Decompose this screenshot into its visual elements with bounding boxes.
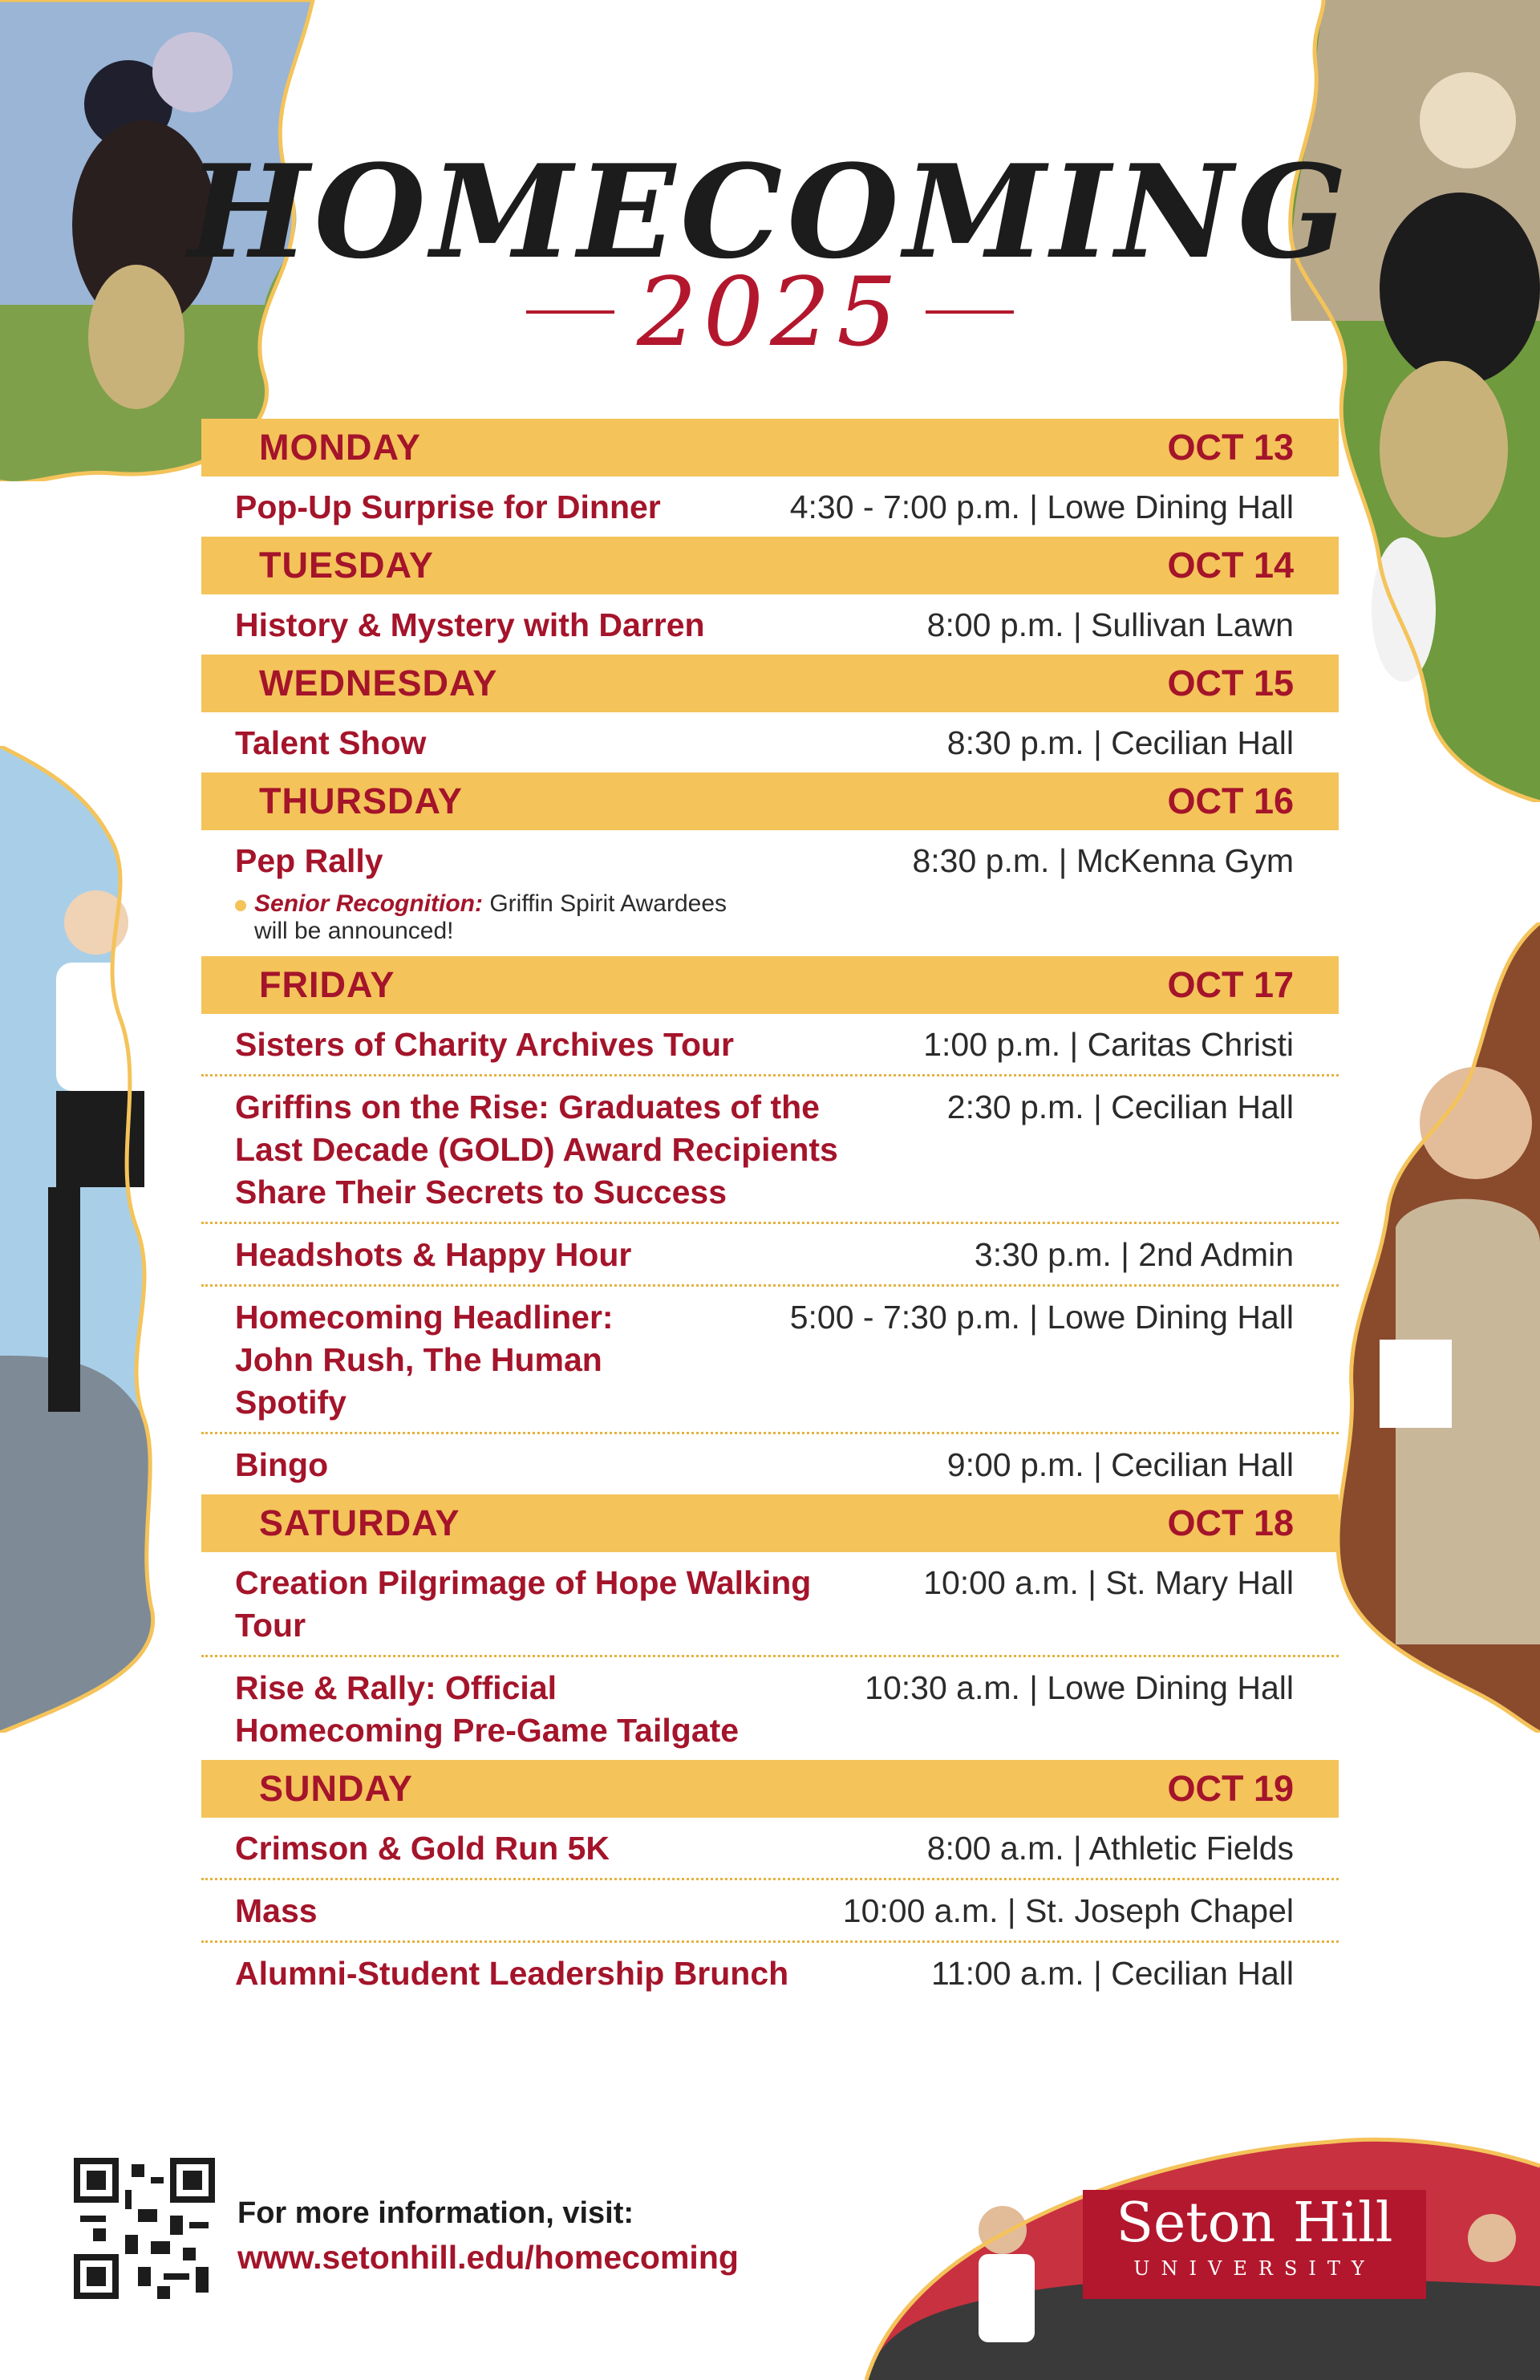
day-name: MONDAY [259, 427, 421, 468]
day-monday [201, 419, 1339, 537]
event-time-location: 5:00 - 7:30 p.m. | Lowe Dining Hall [789, 1299, 1294, 1336]
day-header [201, 419, 1339, 476]
event-time-location: 8:30 p.m. | McKenna Gym [912, 842, 1294, 879]
event-time-location: 4:30 - 7:00 p.m. | Lowe Dining Hall [789, 489, 1294, 525]
note-text: Griffin Spirit Awardees [489, 890, 727, 917]
event-time-location: 11:00 a.m. | Cecilian Hall [931, 1955, 1294, 1992]
event-time-location: 9:00 p.m. | Cecilian Hall [946, 1446, 1294, 1483]
event-time-location: 8:00 a.m. | Athletic Fields [926, 1830, 1294, 1867]
event-row [201, 1287, 1339, 1434]
day-name: THURSDAY [259, 780, 463, 821]
event-note [201, 890, 1339, 956]
note-label: Senior Recognition: [254, 890, 483, 917]
logo-subtitle: UNIVERSITY [1133, 2257, 1376, 2280]
event-row [201, 830, 1339, 890]
event-row [201, 1657, 1339, 1760]
event-name: Headshots & Happy Hour [235, 1236, 632, 1273]
footer-info [237, 2196, 739, 2277]
event-row [201, 1434, 1339, 1494]
day-name: SATURDAY [259, 1502, 460, 1543]
day-name: SUNDAY [259, 1768, 413, 1809]
event-name: Homecoming Headliner: John Rush, The Human Spotify [235, 1299, 614, 1421]
schedule [201, 419, 1339, 2003]
year-rule-right [926, 310, 1014, 314]
qr-code-icon[interactable] [74, 2158, 215, 2299]
event-time-location: 8:00 p.m. | Sullivan Lawn [926, 606, 1294, 643]
event-row [201, 1014, 1339, 1076]
footer-url-link[interactable]: www.setonhill.edu/homecoming [237, 2239, 739, 2276]
event-name: Rise & Rally: Official Homecoming Pre-Game Tailgate [235, 1669, 740, 1749]
footer-label: For more information, visit: [237, 2196, 634, 2230]
event-name: Pop-Up Surprise for Dinner [235, 489, 661, 525]
event-name: Sisters of Charity Archives Tour [235, 1026, 735, 1063]
day-header [201, 1494, 1339, 1552]
day-thursday [201, 772, 1339, 956]
event-row [201, 476, 1339, 537]
event-name: Griffins on the Rise: Graduates of the Last Decade (GOLD) Award Recipients Share Their Secrets to Success [235, 1089, 838, 1210]
event-time-location: 3:30 p.m. | 2nd Admin [974, 1236, 1294, 1273]
day-friday [201, 956, 1339, 1494]
event-name: Creation Pilgrimage of Hope Walking Tour [235, 1564, 812, 1644]
day-date: OCT 15 [1167, 663, 1294, 703]
event-name: Crimson & Gold Run 5K [235, 1830, 610, 1867]
event-name: Alumni-Student Leadership Brunch [235, 1955, 789, 1992]
bullet-icon [235, 900, 246, 911]
day-header [201, 956, 1339, 1014]
day-date: OCT 16 [1167, 780, 1294, 821]
day-header [201, 772, 1339, 830]
event-time-location: 10:30 a.m. | Lowe Dining Hall [865, 1669, 1294, 1706]
event-name: Bingo [235, 1446, 329, 1483]
day-name: FRIDAY [259, 964, 395, 1005]
event-row [201, 712, 1339, 772]
day-date: OCT 19 [1167, 1768, 1294, 1809]
day-date: OCT 17 [1167, 964, 1294, 1005]
event-row [201, 1943, 1339, 2003]
logo-name: Seton Hill [1116, 2191, 1393, 2255]
year-label: 2025 [636, 257, 904, 367]
day-name: WEDNESDAY [259, 663, 498, 703]
day-tuesday [201, 537, 1339, 655]
university-logo [1083, 2190, 1426, 2299]
event-time-location: 10:00 a.m. | St. Mary Hall [923, 1564, 1294, 1601]
day-header [201, 537, 1339, 594]
event-row [201, 1224, 1339, 1287]
cheerleader-photo-left [0, 746, 160, 1733]
day-header [201, 655, 1339, 712]
student-photo-right [1315, 922, 1540, 1733]
day-date: OCT 18 [1167, 1502, 1294, 1543]
event-row [201, 1880, 1339, 1943]
event-row [201, 1076, 1339, 1224]
event-name: Talent Show [235, 724, 427, 761]
year-heading [0, 257, 1540, 367]
day-header [201, 1760, 1339, 1818]
event-row [201, 1552, 1339, 1657]
event-time-location: 10:00 a.m. | St. Joseph Chapel [842, 1892, 1294, 1929]
event-row [201, 1818, 1339, 1880]
note-text-line2: will be announced! [254, 918, 454, 944]
day-sunday [201, 1760, 1339, 2003]
event-time-location: 2:30 p.m. | Cecilian Hall [946, 1089, 1294, 1125]
event-row [201, 594, 1339, 655]
event-time-location: 1:00 p.m. | Caritas Christi [923, 1026, 1294, 1063]
page-title: HOMECOMING [188, 136, 1352, 287]
event-name: Pep Rally [235, 842, 383, 879]
day-date: OCT 13 [1167, 427, 1294, 468]
event-name: History & Mystery with Darren [235, 606, 705, 643]
event-time-location: 8:30 p.m. | Cecilian Hall [946, 724, 1294, 761]
day-date: OCT 14 [1167, 545, 1294, 586]
day-wednesday [201, 655, 1339, 772]
day-name: TUESDAY [259, 545, 434, 586]
year-rule-left [526, 310, 614, 314]
event-name: Mass [235, 1892, 318, 1929]
day-saturday [201, 1494, 1339, 1760]
